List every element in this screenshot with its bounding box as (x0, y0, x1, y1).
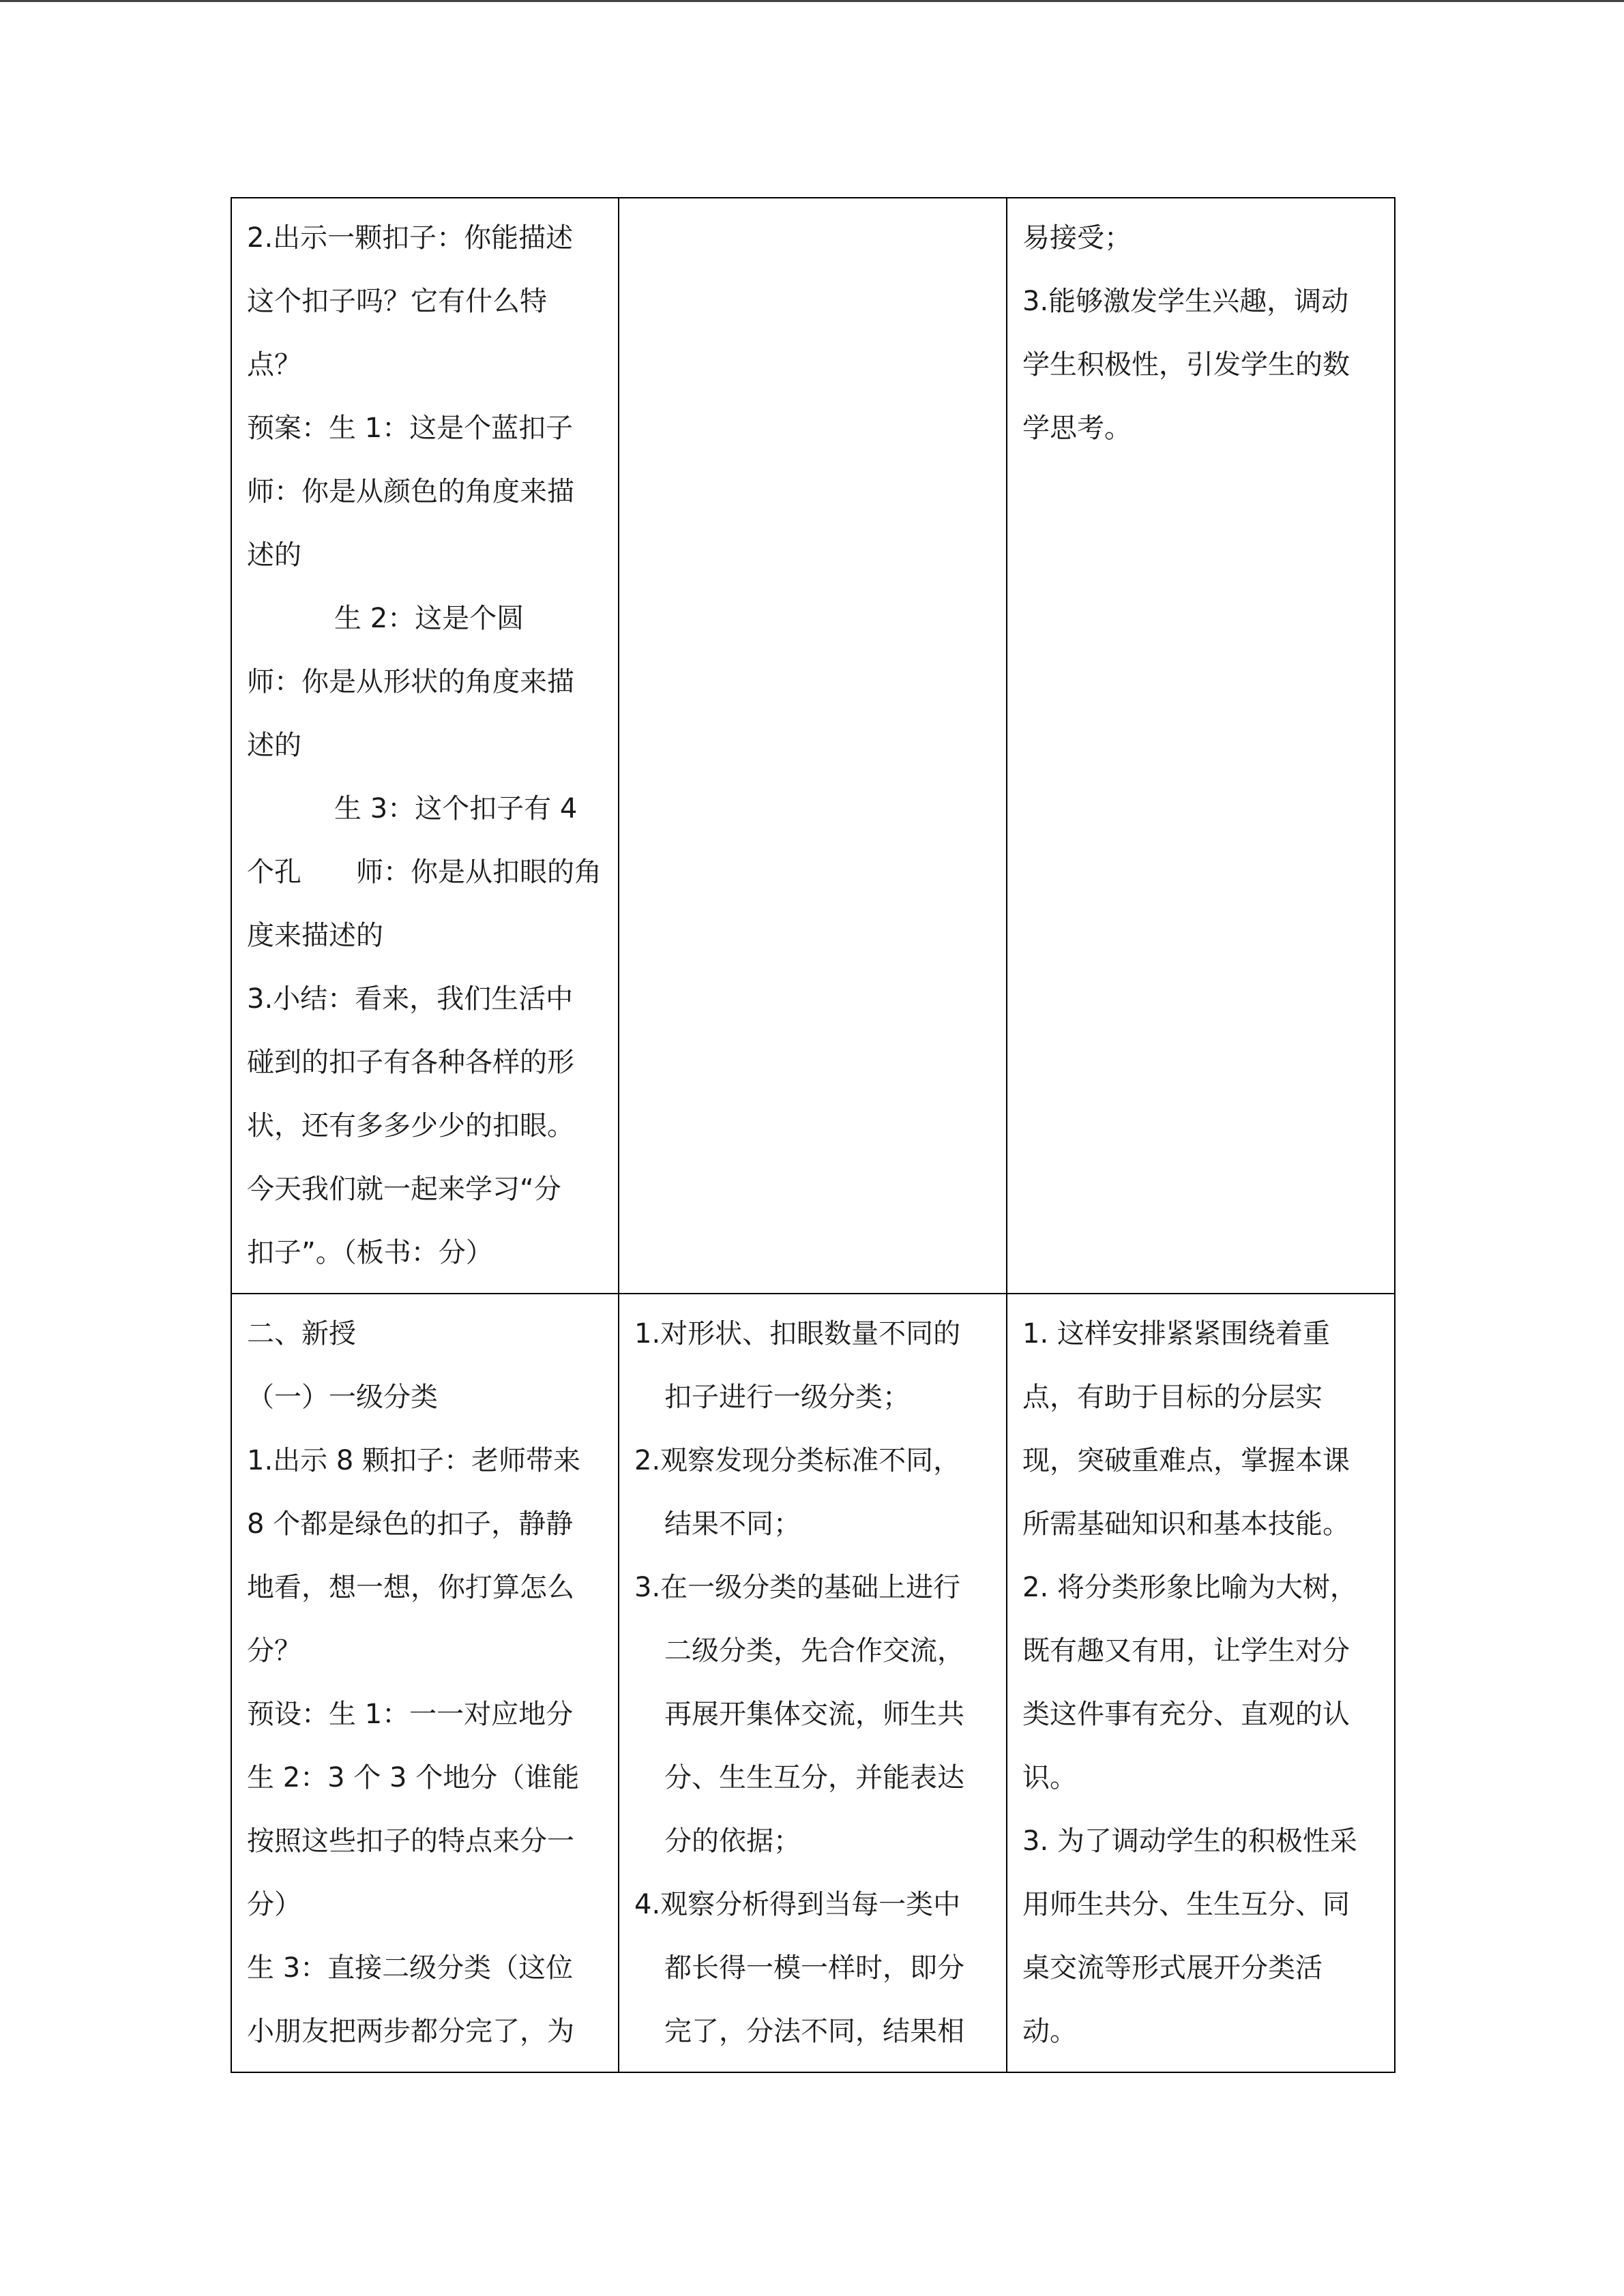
text-line: 述的 (247, 730, 301, 761)
text-line: 2. 将分类形象比喻为大树， (1022, 1572, 1357, 1603)
text-line: 1.出示 8 颗扣子：老师带来 (247, 1445, 581, 1476)
text-line: 点？ (247, 349, 301, 381)
text-line: 生 3：直接二级分类（这位 (247, 1952, 574, 1984)
cell-design-intent (1007, 198, 1395, 1294)
text-line: 二、新授 (247, 1318, 356, 1350)
text-line: 2.观察发现分类标准不同， (634, 1445, 961, 1476)
text-line: 现，突破重难点，掌握本课 (1022, 1445, 1350, 1476)
text-line: 识。 (1022, 1762, 1077, 1793)
text-line: 易接受； (1022, 222, 1132, 254)
lesson-plan-table (231, 197, 1396, 2073)
text-line: 状，还有多多少少的扣眼。 (247, 1110, 574, 1142)
text-line: 都长得一模一样时，即分 (664, 1952, 964, 1984)
cell-design-intent (1007, 1294, 1395, 2072)
cell-student-activity (619, 1294, 1007, 2072)
text-line: 扣子进行一级分类； (664, 1382, 910, 1413)
text-line: 3. 为了调动学生的积极性采 (1022, 1825, 1357, 1857)
text-line: 学生积极性，引发学生的数 (1022, 349, 1350, 381)
text-line: 分、生生互分，并能表达 (664, 1762, 964, 1793)
text-line: 这个扣子吗？它有什么特 (247, 286, 547, 317)
text-line: 分？ (247, 1635, 301, 1667)
cell-teaching-process (231, 1294, 619, 2072)
text-line: 预案：生 1：这是个蓝扣子 (247, 413, 574, 444)
text-line: 师：你是从颜色的角度来描 (247, 476, 574, 507)
text-line: 4.观察分析得到当每一类中 (634, 1889, 961, 1920)
text-line: 个孔 师：你是从扣眼的角 (247, 856, 602, 888)
text-line: 1.对形状、扣眼数量不同的 (634, 1318, 961, 1350)
text-line: 既有趣又有用，让学生对分 (1022, 1635, 1350, 1667)
text-line: 类这件事有充分、直观的认 (1022, 1699, 1350, 1730)
text-line: 预设：生 1：一一对应地分 (247, 1699, 574, 1730)
text-line: 按照这些扣子的特点来分一 (247, 1825, 574, 1857)
text-line: 3.能够激发学生兴趣，调动 (1022, 286, 1349, 317)
text-line: 地看，想一想，你打算怎么 (247, 1572, 574, 1603)
text-line: 3.小结：看来，我们生活中 (247, 983, 574, 1015)
text-line: 所需基础知识和基本技能。 (1022, 1508, 1350, 1540)
text-line: 扣子”。（板书：分） (247, 1237, 493, 1268)
text-line: （一）一级分类 (247, 1382, 438, 1413)
text-line: 动。 (1022, 2016, 1077, 2047)
text-line: 学思考。 (1022, 413, 1132, 444)
text-line: 分） (247, 1889, 301, 1920)
text-line: 8 个都是绿色的扣子，静静 (247, 1508, 574, 1540)
text-line: 述的 (247, 539, 301, 571)
text-line: 1. 这样安排紧紧围绕着重 (1022, 1318, 1330, 1350)
text-line: 生 2：3 个 3 个地分（谁能 (247, 1762, 580, 1793)
text-line: 度来描述的 (247, 920, 383, 951)
text-line: 3.在一级分类的基础上进行 (634, 1572, 961, 1603)
text-line: 师：你是从形状的角度来描 (247, 666, 574, 698)
text-line: 点，有助于目标的分层实 (1022, 1382, 1323, 1413)
text-line: 桌交流等形式展开分类活 (1022, 1952, 1323, 1984)
text-line: 用师生共分、生生互分、同 (1022, 1889, 1350, 1920)
text-line: 生 3：这个扣子有 4 (334, 793, 578, 824)
text-line: 分的依据； (664, 1825, 801, 1857)
text-line: 今天我们就一起来学习“分 (247, 1174, 561, 1205)
text-line: 再展开集体交流，师生共 (664, 1699, 964, 1730)
text-line: 2.出示一颗扣子：你能描述 (247, 222, 574, 254)
text-line: 生 2：这是个圆 (334, 603, 525, 634)
cell-teaching-process (231, 198, 619, 1294)
text-line: 完了，分法不同，结果相 (664, 2016, 964, 2047)
table-row (231, 198, 1395, 1294)
cell-student-activity (619, 198, 1007, 1294)
text-line: 结果不同； (664, 1508, 801, 1540)
table-row (231, 1294, 1395, 2072)
text-line: 碰到的扣子有各种各样的形 (247, 1047, 574, 1078)
text-line: 二级分类，先合作交流， (664, 1635, 964, 1667)
text-line: 小朋友把两步都分完了，为 (247, 2016, 574, 2047)
